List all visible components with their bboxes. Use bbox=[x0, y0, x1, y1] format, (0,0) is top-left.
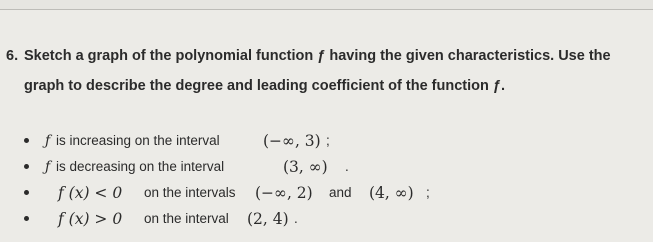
problem-6 bbox=[6, 46, 646, 96]
condition-interval: (−∞, 2) bbox=[255, 184, 313, 202]
condition-interval: (3, ∞) bbox=[283, 158, 328, 176]
condition-interval: (2, 4) bbox=[247, 210, 289, 228]
condition-punctuation: ; bbox=[426, 185, 430, 200]
condition-punctuation: ; bbox=[326, 133, 330, 148]
condition-text: is decreasing on the interval bbox=[56, 159, 225, 174]
problem-number: 6. bbox=[6, 48, 19, 64]
bullet-dot bbox=[24, 164, 29, 169]
condition-function: ƒ bbox=[45, 159, 51, 175]
condition-punctuation: . bbox=[345, 159, 349, 174]
bullet-dot bbox=[24, 138, 29, 143]
condition-inequality: f (x) > 0 bbox=[58, 210, 123, 228]
condition-conjunction: and bbox=[329, 185, 352, 200]
condition-function: ƒ bbox=[45, 133, 51, 149]
problem-text-line-1: Sketch a graph of the polynomial function ƒ having the given characteristics. Use the bbox=[24, 48, 611, 64]
condition-interval: (4, ∞) bbox=[369, 184, 414, 202]
condition-text: on the intervals bbox=[144, 185, 236, 200]
condition-punctuation: . bbox=[294, 211, 298, 226]
problem-statement-line-2: graph to describe the degree and leading coefficient of the function ƒ. bbox=[24, 78, 505, 94]
condition-inequality: f (x) < 0 bbox=[58, 184, 123, 202]
condition-interval: (−∞, 3) bbox=[263, 132, 321, 150]
bullet-dot bbox=[24, 216, 29, 221]
condition-text: is increasing on the interval bbox=[56, 133, 220, 148]
problem-statement-line-1 bbox=[6, 46, 646, 66]
page-top-rule bbox=[0, 0, 653, 10]
condition-text: on the interval bbox=[144, 211, 229, 226]
bullet-dot bbox=[24, 190, 29, 195]
